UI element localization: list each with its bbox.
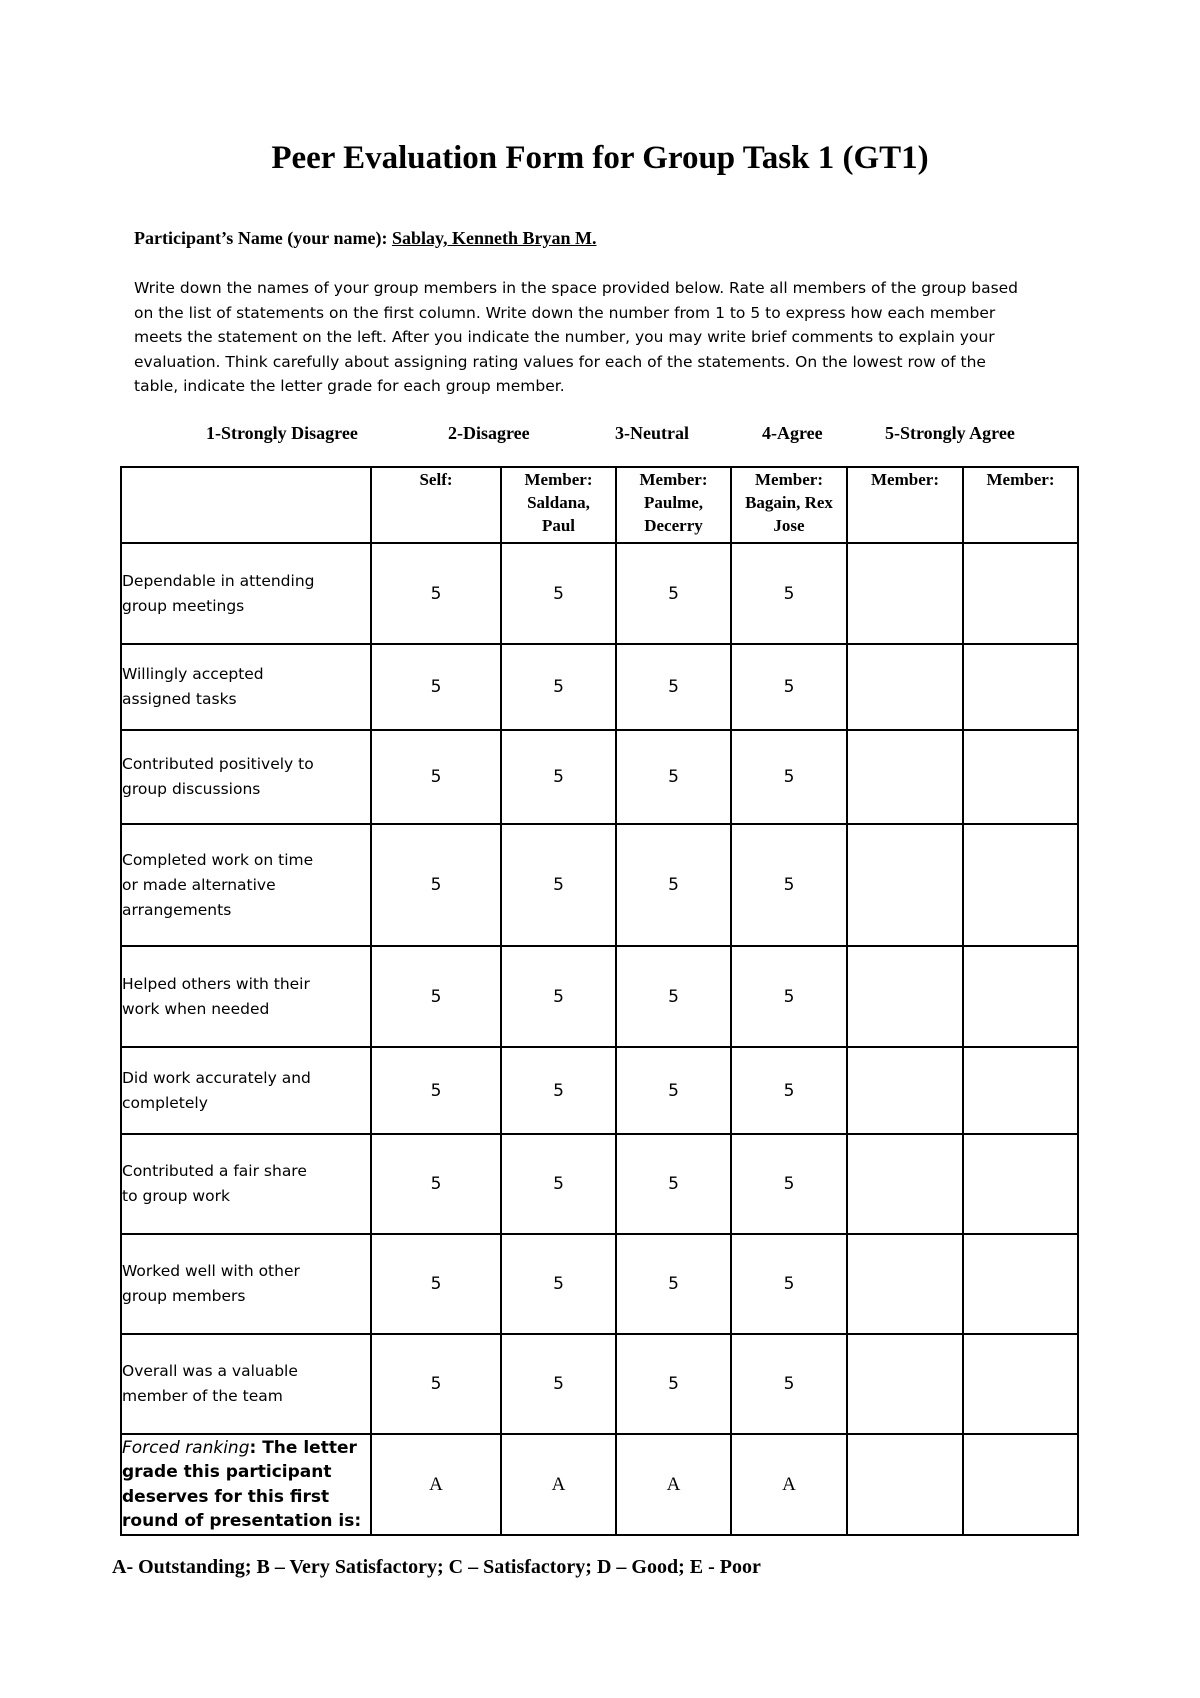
forced-ranking-line bbox=[122, 1436, 370, 1461]
table-row bbox=[121, 1134, 1078, 1234]
rating-cell: 5 bbox=[501, 543, 616, 644]
rating-cell: 5 bbox=[501, 1334, 616, 1434]
rating-cell: 5 bbox=[731, 946, 847, 1047]
column-header-member bbox=[616, 467, 731, 543]
column-header-member bbox=[963, 467, 1078, 543]
rating-cell: 5 bbox=[616, 946, 731, 1047]
statement-line: or made alternative bbox=[122, 875, 276, 894]
forced-ranking-cell bbox=[121, 1434, 371, 1535]
rating-cell bbox=[963, 1334, 1078, 1434]
column-header-line: Paul bbox=[541, 516, 576, 535]
rating-cell: 5 bbox=[731, 1134, 847, 1234]
rating-cell: 5 bbox=[501, 1047, 616, 1134]
rating-cell: 5 bbox=[371, 946, 501, 1047]
table-row bbox=[121, 730, 1078, 824]
column-header-line: Jose bbox=[773, 516, 805, 535]
statement-line: member of the team bbox=[122, 1387, 283, 1405]
statement-cell bbox=[121, 946, 371, 1047]
rating-cell bbox=[847, 644, 963, 730]
rating-cell bbox=[847, 946, 963, 1047]
grade-cell bbox=[847, 1434, 963, 1535]
forced-ranking-line: round of presentation is: bbox=[122, 1511, 362, 1531]
grade-legend: A- Outstanding; B – Very Satisfactory; C – Satisfactory; D – Good; E - Poor bbox=[112, 1556, 761, 1578]
statement-line: Completed work on time bbox=[122, 850, 314, 869]
rating-cell: 5 bbox=[501, 946, 616, 1047]
column-header-line: Bagain, Rex bbox=[745, 493, 833, 512]
rating-cell bbox=[963, 730, 1078, 824]
rating-cell: 5 bbox=[501, 824, 616, 946]
table-row bbox=[121, 1047, 1078, 1134]
rating-cell bbox=[847, 1134, 963, 1234]
statement-line: completely bbox=[122, 1093, 208, 1112]
rating-cell bbox=[963, 1047, 1078, 1134]
rating-cell: 5 bbox=[616, 1234, 731, 1334]
rating-cell: 5 bbox=[616, 824, 731, 946]
column-header-line: Decerry bbox=[644, 516, 703, 535]
table-row bbox=[121, 1334, 1078, 1434]
statement-line: Contributed a fair share bbox=[122, 1162, 307, 1180]
scale-neutral: 3-Neutral bbox=[615, 423, 689, 443]
instructions-line: table, indicate the letter grade for each group member. bbox=[134, 377, 565, 396]
column-header-line: Self: bbox=[419, 470, 453, 489]
statement-cell bbox=[121, 1134, 371, 1234]
peer-evaluation-table bbox=[120, 466, 1079, 1536]
statement-line: to group work bbox=[122, 1187, 230, 1205]
rating-cell bbox=[847, 730, 963, 824]
rating-cell: 5 bbox=[501, 1134, 616, 1234]
rating-cell: 5 bbox=[616, 543, 731, 644]
column-header-member bbox=[847, 467, 963, 543]
statement-line: work when needed bbox=[122, 999, 270, 1018]
statement-line: arrangements bbox=[122, 900, 232, 919]
grade-cell bbox=[963, 1434, 1078, 1535]
grade-cell: A bbox=[731, 1434, 847, 1535]
rating-cell: 5 bbox=[731, 1047, 847, 1134]
rating-cell bbox=[963, 543, 1078, 644]
scale-disagree: 2-Disagree bbox=[448, 423, 530, 443]
rating-cell: 5 bbox=[731, 1234, 847, 1334]
rating-cell: 5 bbox=[501, 1234, 616, 1334]
statement-line: Dependable in attending bbox=[122, 571, 315, 590]
rating-cell: 5 bbox=[731, 824, 847, 946]
rating-cell: 5 bbox=[616, 730, 731, 824]
instructions bbox=[134, 276, 1034, 399]
rating-cell: 5 bbox=[371, 644, 501, 730]
rating-cell: 5 bbox=[371, 1047, 501, 1134]
page-title: Peer Evaluation Form for Group Task 1 (GT1) bbox=[271, 140, 929, 176]
column-header-line: Member: bbox=[986, 470, 1055, 489]
rating-cell bbox=[963, 644, 1078, 730]
rating-cell: 5 bbox=[501, 644, 616, 730]
instructions-line: Write down the names of your group members in the space provided below. Rate all members of the group based bbox=[134, 279, 1019, 297]
statement-line: Worked well with other bbox=[122, 1262, 300, 1280]
grade-cell: A bbox=[371, 1434, 501, 1535]
statement-cell bbox=[121, 543, 371, 644]
rating-cell bbox=[847, 543, 963, 644]
table-row bbox=[121, 824, 1078, 946]
statement-line: group meetings bbox=[122, 596, 245, 615]
instructions-line: evaluation. Think carefully about assigning rating values for each of the statements. On the lowest row of the bbox=[134, 352, 986, 371]
rating-cell: 5 bbox=[731, 644, 847, 730]
column-header-self bbox=[371, 467, 501, 543]
forced-ranking-line: deserves for this first bbox=[122, 1486, 330, 1507]
scale-agree: 4-Agree bbox=[762, 423, 823, 443]
statement-line: assigned tasks bbox=[122, 690, 237, 708]
statement-cell bbox=[121, 1334, 371, 1434]
rating-cell bbox=[963, 1234, 1078, 1334]
column-header-member bbox=[501, 467, 616, 543]
rating-cell bbox=[963, 1134, 1078, 1234]
statement-line: Did work accurately and bbox=[122, 1068, 311, 1087]
rating-cell: 5 bbox=[731, 730, 847, 824]
column-header-line: Member: bbox=[639, 470, 708, 489]
grade-cell: A bbox=[501, 1434, 616, 1535]
rating-cell bbox=[963, 824, 1078, 946]
scale-strongly-disagree: 1-Strongly Disagree bbox=[206, 423, 358, 443]
rating-cell: 5 bbox=[371, 824, 501, 946]
column-header-line: Member: bbox=[755, 470, 823, 489]
rating-cell: 5 bbox=[616, 1334, 731, 1434]
grade-row bbox=[121, 1434, 1078, 1535]
rating-cell: 5 bbox=[371, 730, 501, 824]
participant-label: Participant’s Name (your name): bbox=[134, 228, 388, 248]
statement-line: Overall was a valuable bbox=[122, 1362, 298, 1380]
rating-cell bbox=[847, 1334, 963, 1434]
statement-line: Willingly accepted bbox=[122, 665, 264, 683]
rating-cell bbox=[963, 946, 1078, 1047]
forced-ranking-label: Forced ranking bbox=[122, 1437, 250, 1458]
forced-ranking-line: grade this participant bbox=[122, 1462, 332, 1482]
participant-name: Sablay, Kenneth Bryan M. bbox=[391, 228, 597, 248]
rating-cell: 5 bbox=[371, 543, 501, 644]
rating-cell: 5 bbox=[731, 543, 847, 644]
column-header-line: Saldana, bbox=[527, 493, 590, 512]
forced-ranking-text: : The letter bbox=[249, 1437, 357, 1458]
instructions-line: on the list of statements on the first column. Write down the number from 1 to 5 to express how each member bbox=[134, 303, 996, 322]
statement-cell bbox=[121, 730, 371, 824]
scale-strongly-agree: 5-Strongly Agree bbox=[885, 423, 1015, 443]
rating-cell: 5 bbox=[616, 644, 731, 730]
grade-cell: A bbox=[616, 1434, 731, 1535]
rating-cell bbox=[847, 1047, 963, 1134]
rating-cell: 5 bbox=[501, 730, 616, 824]
statement-line: Helped others with their bbox=[122, 974, 310, 993]
column-header-line: Member: bbox=[524, 470, 593, 489]
table-row bbox=[121, 1234, 1078, 1334]
rating-cell: 5 bbox=[371, 1234, 501, 1334]
rating-cell: 5 bbox=[616, 1047, 731, 1134]
table-row bbox=[121, 644, 1078, 730]
rating-cell: 5 bbox=[731, 1334, 847, 1434]
rating-cell bbox=[847, 824, 963, 946]
statement-line: group discussions bbox=[122, 780, 261, 798]
column-header-line: Paulme, bbox=[643, 493, 704, 512]
rating-cell: 5 bbox=[616, 1134, 731, 1234]
rating-cell: 5 bbox=[371, 1134, 501, 1234]
statement-line: group members bbox=[122, 1287, 246, 1305]
statement-header-cell bbox=[121, 467, 371, 543]
rating-cell: 5 bbox=[371, 1334, 501, 1434]
column-header-member bbox=[731, 467, 847, 543]
participant-name-line bbox=[134, 228, 596, 249]
statement-cell bbox=[121, 644, 371, 730]
column-header-line: Member: bbox=[871, 470, 939, 489]
instructions-line: meets the statement on the left. After you indicate the number, you may write brief comments to explain your bbox=[134, 328, 995, 347]
statement-cell bbox=[121, 824, 371, 946]
rating-cell bbox=[847, 1234, 963, 1334]
statement-cell bbox=[121, 1234, 371, 1334]
table-row bbox=[121, 946, 1078, 1047]
table-row bbox=[121, 543, 1078, 644]
statement-line: Contributed positively to bbox=[122, 755, 314, 773]
statement-cell bbox=[121, 1047, 371, 1134]
header-row bbox=[121, 467, 1078, 543]
